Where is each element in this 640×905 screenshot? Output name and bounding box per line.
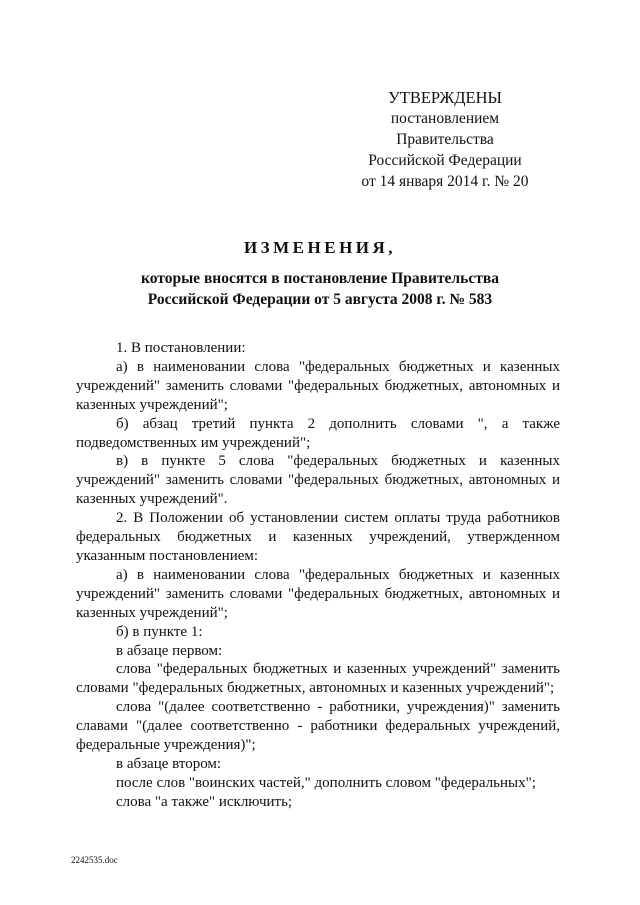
paragraph-2b-words-2: слова "(далее соответственно - работники, учреждения)" заменить славами "(далее соответственно - работники федеральных учреждений, федеральные учреждения)"; (76, 699, 560, 754)
approval-date-line: от 14 января 2014 г. № 20 (361, 173, 529, 190)
document-file-code: 2242535.doc (71, 855, 118, 865)
document-heading (0, 236, 640, 310)
approval-line-1: постановлением Правительства (390, 110, 500, 148)
document-body (76, 339, 560, 812)
paragraph-2: 2. В Положении об установлении систем оплаты труда работников федеральных бюджетных и казенных учреждений, утвержденном указанным постановлением: (76, 510, 560, 564)
approval-line-2: Российской Федерации (368, 152, 522, 169)
paragraph-1a: а) в наименовании слова "федеральных бюджетных и казенных учреждений" заменить словами "федеральных бюджетных, автономных и казенных учреждений"; (76, 358, 560, 413)
paragraph-2b-second-abzac: в абзаце втором: (116, 755, 222, 772)
approval-block (352, 87, 538, 192)
paragraph-1b: б) абзац третий пункта 2 дополнить словами ", а также подведомственных им учреждений"; (76, 415, 560, 451)
document-subtitle-line-1: которые вносятся в постановление Правительства (141, 270, 499, 287)
paragraph-2a: а) в наименовании слова "федеральных бюджетных и казенных учреждений" заменить словами "федеральных бюджетных, автономных и казенных учреждений"; (76, 566, 560, 621)
document-title: ИЗМЕНЕНИЯ, (243, 238, 397, 257)
paragraph-2b-words-1: слова "федеральных бюджетных и казенных учреждений" заменить словами "федеральных бюджетных, автономных и казенных учреждений"; (76, 661, 560, 697)
paragraph-2b-first-abzac: в абзаце первом: (116, 642, 223, 659)
paragraph-2b: б) в пункте 1: (116, 623, 203, 640)
paragraph-2b-after-words: после слов "воинских частей," дополнить словом "федеральных"; (116, 774, 536, 791)
paragraph-2b-exclude: слова "а также" исключить; (116, 793, 293, 810)
document-subtitle (0, 268, 640, 310)
document-subtitle-line-2: Российской Федерации от 5 августа 2008 г. № 583 (147, 291, 493, 308)
paragraph-1: 1. В постановлении: (116, 340, 246, 356)
approval-title: УТВЕРЖДЕНЫ (388, 88, 502, 107)
paragraph-1c: в) в пункте 5 слова "федеральных бюджетных и казенных учреждений" заменить словами "федеральных бюджетных, автономных и казенных учреждений". (76, 453, 560, 508)
